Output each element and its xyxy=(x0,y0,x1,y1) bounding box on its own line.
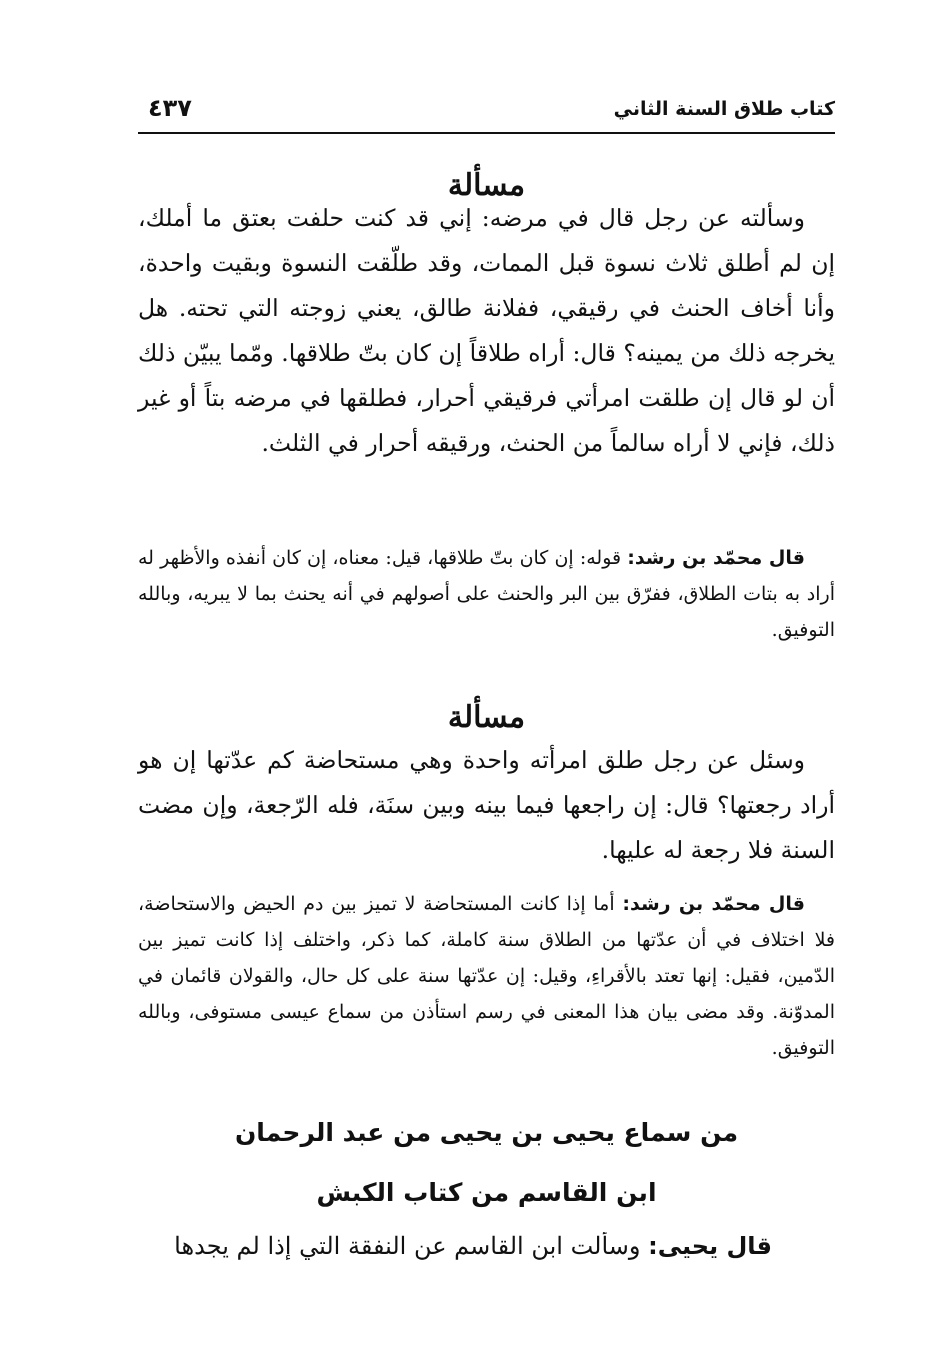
commentary-lead-1: قال محمّد بن رشد: xyxy=(627,547,805,569)
final-paragraph-body: وسألت ابن القاسم عن النفقة التي إذا لم يجدها xyxy=(174,1232,641,1260)
question-paragraph-2: وسئل عن رجل طلق امرأته واحدة وهي مستحاضة كم عدّتها إن هو أراد رجعتها؟ قال: إن راجعها فيما بينه وبين سنَة، فله الرّجعة، وإن مضت السنة فلا رجعة له عليها. xyxy=(138,746,835,864)
running-header xyxy=(138,90,835,134)
section-heading-1: مسألة xyxy=(447,168,526,203)
commentary-lead-2: قال محمّد بن رشد: xyxy=(622,893,805,915)
commentary-paragraph-1 xyxy=(138,540,835,648)
final-paragraph-lead: قال يحيى: xyxy=(648,1232,772,1260)
commentary-paragraph-2 xyxy=(138,886,835,1066)
chapter-heading-line-2: ابن القاسم من كتاب الكبش xyxy=(316,1178,657,1207)
question-paragraph-1: وسألته عن رجل قال في مرضه: إني قد كنت حلفت بعتق ما أملك، إن لم أطلق ثلاث نسوة قبل الممات، وقد طلّقت النسوة وبقيت واحدة، وأنا أخاف الحنث في رقيقي، ففلانة طالق، يعني زوجته التي تحته. هل يخرجه ذلك من يمينه؟ قال: أراه طلاقاً إن كان بتّ طلاقها. ومّما يبيّن ذلك أن لو قال إن طلقت امرأتي فرقيقي أحرار، فطلقها في مرضه بتاً أو غير ذلك، فإني لا أراه سالماً من الحنث، ورقيقه أحرار في الثلث. xyxy=(138,204,835,457)
page-number: ٤٣٧ xyxy=(148,94,192,122)
commentary-body-2: أما إذا كانت المستحاضة لا تميز بين دم الحيض والاستحاضة، فلا اختلاف في أن عدّتها من الطلاق سنة كاملة، كما ذكر، واختلف إذا كانت تميز بين الدّمين، فقيل: إنها تعتد بالأقراءِ، وقيل: إن عدّتها سنة على كل حال، والقولان قائمان في المدوّنة. وقد مضى بيان هذا المعنى في رسم استأذن من سماع عيسى مستوفى، وبالله التوفيق. xyxy=(138,893,835,1059)
chapter-heading-line-1: من سماع يحيى بن يحيى من عبد الرحمان xyxy=(234,1118,739,1147)
section-heading-2: مسألة xyxy=(447,700,526,735)
commentary-body-1: قوله: إن كان بتّ طلاقها، قيل: معناه، إن كان أنفذه والأظهر له أراد به بتات الطلاق، ففرّق بين البر والحنث على أصولهم في أنه يحنث بما لا يبريه، وبالله التوفيق. xyxy=(138,547,835,641)
running-header-title: كتاب طلاق السنة الثاني xyxy=(613,98,835,120)
final-paragraph xyxy=(138,1232,772,1260)
